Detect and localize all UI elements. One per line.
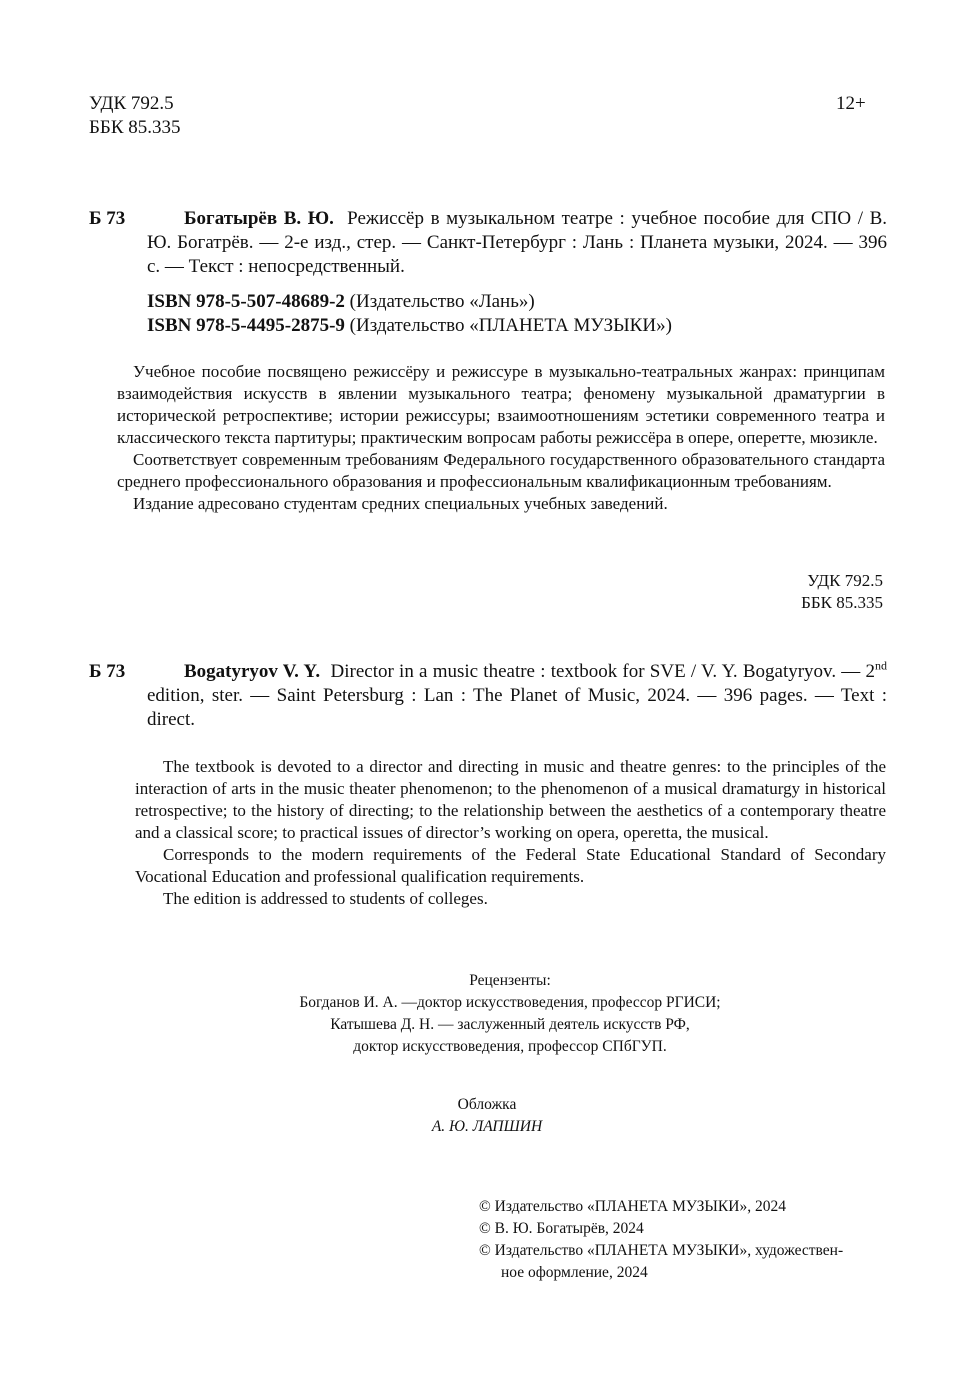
en-abstract-p1: The textbook is devoted to a director and directing in music and theatre genres: to the principles of the interaction of arts in the music theater phenomenon; to the phenomenon of a musical dramaturgy in historical retrospective; to the history of directing; to the relationship between the aesthetics of a contemporary theatre and a classical score; to practical issues of director’s working on opera, operetta, the musical. bbox=[135, 757, 886, 842]
copyright-line-1: © Издательство «ПЛАНЕТА МУЗЫКИ», 2024 bbox=[479, 1198, 786, 1215]
ru-abstract-udk: УДК 792.5 bbox=[807, 571, 883, 590]
age-rating: 12+ bbox=[836, 93, 866, 114]
ru-isbn-1 bbox=[147, 290, 535, 314]
cover-artist: А. Ю. ЛАПШИН bbox=[431, 1118, 543, 1135]
copyright bbox=[479, 1196, 899, 1284]
reviewers bbox=[200, 970, 820, 1058]
reviewer-2: Катышева Д. Н. — заслуженный деятель искусств РФ, bbox=[330, 1016, 690, 1033]
copyright-line-2: © В. Ю. Богатырёв, 2024 bbox=[479, 1220, 644, 1237]
ru-abstract-p1: Учебное пособие посвящено режиссёру и режиссуре в музыкально-театральных жанрах: принципам взаимодействия искусств в явлении музыкального театра; феномену музыкальной драматургии в исторической ретроспективе; истории режиссуры; взаимоотношениям эстетики современного театра и классического текста партитуры; практическим вопросам работы режиссёра в опере, оперетте, мюзикле. bbox=[117, 362, 885, 447]
reviewer-1: Богданов И. А. —доктор искусствоведения, профессор РГИСИ; bbox=[299, 994, 721, 1011]
ru-isbn-2-number: ISBN 978-5-4495-2875-9 bbox=[147, 315, 345, 336]
ru-isbn-1-number: ISBN 978-5-507-48689-2 bbox=[147, 291, 345, 312]
copyright-line-4: ное оформление, 2024 bbox=[501, 1264, 648, 1281]
cover-credit bbox=[337, 1094, 637, 1138]
ru-abstract bbox=[117, 361, 885, 515]
en-abstract bbox=[135, 756, 886, 910]
en-record-code: Б 73 bbox=[89, 661, 126, 682]
copyright-line-3: © Издательство «ПЛАНЕТА МУЗЫКИ», художествен- bbox=[479, 1242, 844, 1259]
ru-record-title: Режиссёр в музыкальном театре : учебное пособие для СПО / В. Ю. Богатрёв. — 2-е изд., стер. — Санкт-Петербург : Лань : Планета музыки, 2024. — 396 с. — Текст : непосредственный. bbox=[147, 208, 887, 277]
en-record-text-a: Director in a music theatre : textbook for SVE / V. Y. Bogatyryov. — 2 bbox=[330, 661, 876, 682]
ru-abstract-p3: Издание адресовано студентам средних специальных учебных заведений. bbox=[133, 494, 668, 513]
en-record-text-b: edition, ster. — Saint Petersburg : Lan : The Planet of Music, 2024. — 396 pages. — Text : direct. bbox=[147, 685, 887, 730]
header-udk: УДК 792.5 bbox=[89, 93, 174, 114]
ru-abstract-p2: Соответствует современным требованиям Федерального государственного образовательного стандарта среднего профессионального образования и профессиональным квалификационным требованиям. bbox=[117, 450, 885, 491]
ru-record-body bbox=[147, 207, 887, 279]
en-abstract-p2: Corresponds to the modern requirements of the Federal State Educational Standard of Secondary Vocational Education and professional qualification requirements. bbox=[135, 845, 886, 886]
en-record-body bbox=[147, 660, 887, 732]
en-record-sup: nd bbox=[875, 658, 888, 673]
reviewer-2-cont: доктор искусствоведения, профессор СПбГУП. bbox=[353, 1038, 667, 1055]
ru-record-code: Б 73 bbox=[89, 208, 126, 229]
reviewers-heading: Рецензенты: bbox=[469, 972, 551, 989]
en-record-author: Bogatyryov V. Y. bbox=[184, 661, 321, 682]
ru-isbn-1-publisher: (Издательство «Лань») bbox=[349, 291, 535, 312]
ru-isbn-2 bbox=[147, 314, 672, 338]
en-abstract-p3: The edition is addressed to students of colleges. bbox=[163, 889, 488, 908]
cover-heading: Обложка bbox=[457, 1096, 517, 1113]
ru-record-author: Богатырёв В. Ю. bbox=[184, 208, 334, 229]
header-bbk: ББК 85.335 bbox=[89, 117, 181, 138]
ru-isbn-2-publisher: (Издательство «ПЛАНЕТА МУЗЫКИ») bbox=[349, 315, 672, 336]
ru-abstract-bbk: ББК 85.335 bbox=[801, 593, 883, 612]
